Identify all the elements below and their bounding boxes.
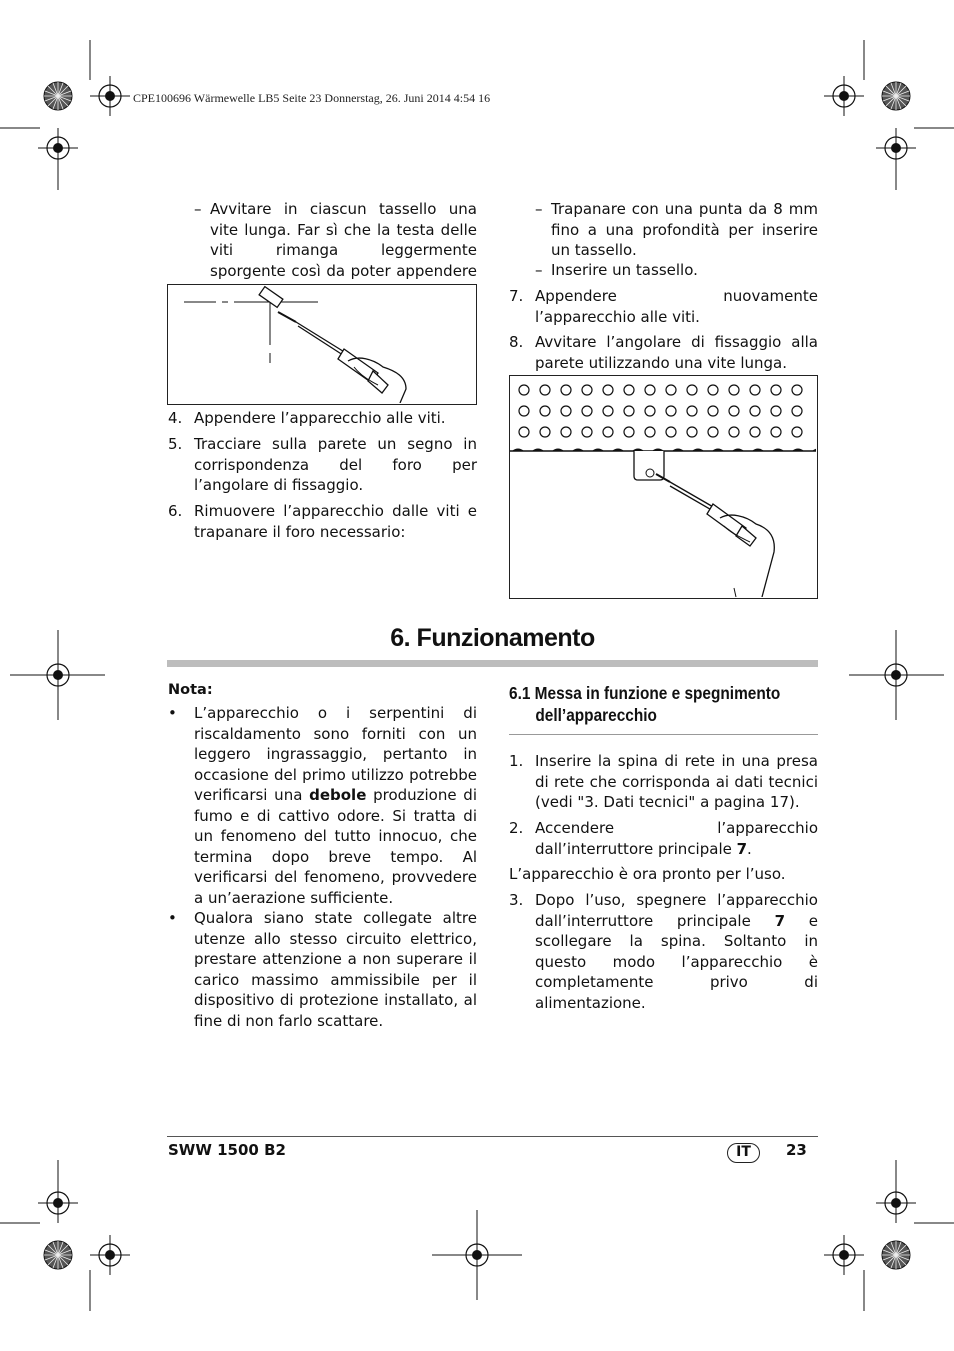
footer-model: SWW 1500 B2 bbox=[168, 1141, 286, 1159]
heater-vent-hole bbox=[561, 427, 571, 437]
heater-edge-scallop bbox=[772, 449, 784, 452]
language-badge: IT bbox=[727, 1143, 760, 1163]
heater-vent-hole bbox=[792, 406, 802, 416]
print-header: CPE100696 Wärmewelle LB5 Seite 23 Donnerstag, 26. Juni 2014 4:54 16 bbox=[133, 91, 491, 105]
heater-vent-hole bbox=[750, 385, 760, 395]
heater-vent-hole bbox=[540, 385, 550, 395]
screwdriver-illustration bbox=[168, 285, 475, 403]
heater-vent-hole bbox=[645, 427, 655, 437]
heater-illustration bbox=[510, 376, 816, 597]
heater-vent-hole bbox=[708, 406, 718, 416]
heater-vent-hole bbox=[687, 406, 697, 416]
left-step-4: 4. Appendere l’apparecchio alle viti. bbox=[168, 409, 446, 427]
heater-edge-scallop bbox=[592, 449, 604, 452]
note-label: Nota: bbox=[168, 682, 213, 698]
heater-vent-hole bbox=[729, 385, 739, 395]
heater-edge-scallop bbox=[732, 449, 744, 452]
heater-vent-hole bbox=[729, 427, 739, 437]
footer-rule bbox=[167, 1136, 818, 1137]
ready-text: L’apparecchio è ora pronto per l’uso. bbox=[509, 865, 786, 883]
heater-edge-scallop bbox=[572, 449, 584, 452]
subsection-rule bbox=[509, 734, 818, 735]
sub-step-1: 1. Inserire la spina di rete in una presa di rete che corrisponda ai dati tecnici (vedi "3. Dati tecnici" a pagina 17). bbox=[509, 752, 818, 811]
heater-edge-scallop bbox=[552, 449, 564, 452]
right-step-8: 8. Avvitare l’angolare di fissaggio alla parete utilizzando una vite lunga. bbox=[509, 333, 818, 372]
heater-vent-hole bbox=[519, 385, 529, 395]
heater-edge-scallop bbox=[752, 449, 764, 452]
figure-screwdriver-wall bbox=[167, 284, 477, 405]
heater-edge-scallop bbox=[792, 449, 804, 452]
heater-edge-scallop bbox=[532, 449, 544, 452]
section-title: 6. Funzionamento bbox=[390, 624, 595, 652]
heater-vent-hole bbox=[561, 385, 571, 395]
heater-vent-hole bbox=[624, 406, 634, 416]
heater-vent-hole bbox=[540, 427, 550, 437]
heater-vent-hole bbox=[603, 385, 613, 395]
heater-vent-hole bbox=[582, 385, 592, 395]
heater-vent-hole bbox=[750, 406, 760, 416]
heater-vent-hole bbox=[645, 406, 655, 416]
left-step-5: 5. Tracciare sulla parete un segno in corrispondenza del foro per l’angolare di fissaggio. bbox=[168, 435, 477, 494]
subsection-title: 6.1 Messa in funzione e spegnimento dell’apparecchio bbox=[509, 683, 781, 725]
section-rule bbox=[167, 660, 818, 667]
sub-step-3: 3. Dopo l’uso, spegnere l’apparecchio dall’interruttore principale 7 e scollegare la spina. Soltanto in questo modo l’apparecchio è completamente privo di alimentazione. bbox=[509, 891, 818, 1012]
heater-vent-hole bbox=[582, 427, 592, 437]
heater-vent-hole bbox=[771, 427, 781, 437]
heater-vent-hole bbox=[645, 385, 655, 395]
heater-vent-hole bbox=[708, 385, 718, 395]
heater-vent-hole bbox=[666, 406, 676, 416]
heater-edge-scallop bbox=[612, 449, 624, 452]
heater-edge-scallop bbox=[712, 449, 724, 452]
right-dash-item-1: – Trapanare con una punta da 8 mm fino a una profondità per inserire un tassello. bbox=[535, 200, 818, 259]
right-dash-item-2: – Inserire un tassello. bbox=[535, 261, 698, 279]
heater-edge-scallop bbox=[672, 449, 684, 452]
heater-vent-hole bbox=[624, 385, 634, 395]
heater-vent-hole bbox=[771, 385, 781, 395]
heater-vent-hole bbox=[603, 427, 613, 437]
heater-vent-hole bbox=[750, 427, 760, 437]
heater-vent-hole bbox=[666, 427, 676, 437]
heater-vent-hole bbox=[792, 385, 802, 395]
note-emphasis: debole bbox=[309, 786, 367, 804]
sub-step-2: 2. Accendere l’apparecchio dall’interruttore principale 7. bbox=[509, 819, 818, 858]
heater-edge-scallop bbox=[652, 449, 664, 452]
heater-vent-hole bbox=[519, 427, 529, 437]
note-bullet-1: • L’apparecchio o i serpentini di riscaldamento sono forniti con un leggero ingrassaggio, pertanto in occasione del primo utilizzo potrebbe verificarsi una debole produzione di fumo e di cattivo odore. Si tratta di un fenomeno del tutto innocuo, che termina dopo breve tempo. Al verificarsi del fenomeno, provvedere a un’aerazione sufficiente. bbox=[168, 704, 477, 907]
heater-vent-hole bbox=[792, 427, 802, 437]
heater-edge-scallop bbox=[812, 449, 816, 452]
heater-edge-scallop bbox=[692, 449, 704, 452]
heater-vent-hole bbox=[540, 406, 550, 416]
heater-vent-hole bbox=[687, 427, 697, 437]
heater-vent-hole bbox=[519, 406, 529, 416]
figure-heater-bracket bbox=[509, 375, 818, 599]
page-number: 23 bbox=[786, 1141, 807, 1159]
note-bullet-2: • Qualora siano state collegate altre utenze allo stesso circuito elettrico, prestare attenzione a non superare il carico massimo ammissibile per il dispositivo di protezione installato, al fine di non farlo scattare. bbox=[168, 909, 477, 1030]
heater-vent-hole bbox=[708, 427, 718, 437]
heater-vent-hole bbox=[729, 406, 739, 416]
heater-edge-scallop bbox=[512, 449, 524, 452]
left-dash-item: – Avvitare in ciascun tassello una vite lunga. Far sì che la testa delle viti rimanga leggermente sporgente così da poter appendere bbox=[194, 200, 477, 280]
heater-vent-hole bbox=[603, 406, 613, 416]
left-step-6: 6. Rimuovere l’apparecchio dalle viti e trapanare il foro necessario: bbox=[168, 502, 477, 541]
heater-vent-hole bbox=[687, 385, 697, 395]
heater-vent-hole bbox=[582, 406, 592, 416]
heater-edge-scallop bbox=[632, 449, 644, 452]
heater-vent-hole bbox=[666, 385, 676, 395]
heater-vent-hole bbox=[771, 406, 781, 416]
heater-vent-hole bbox=[624, 427, 634, 437]
right-step-7: 7. Appendere nuovamente l’apparecchio alle viti. bbox=[509, 287, 818, 326]
heater-vent-hole bbox=[561, 406, 571, 416]
